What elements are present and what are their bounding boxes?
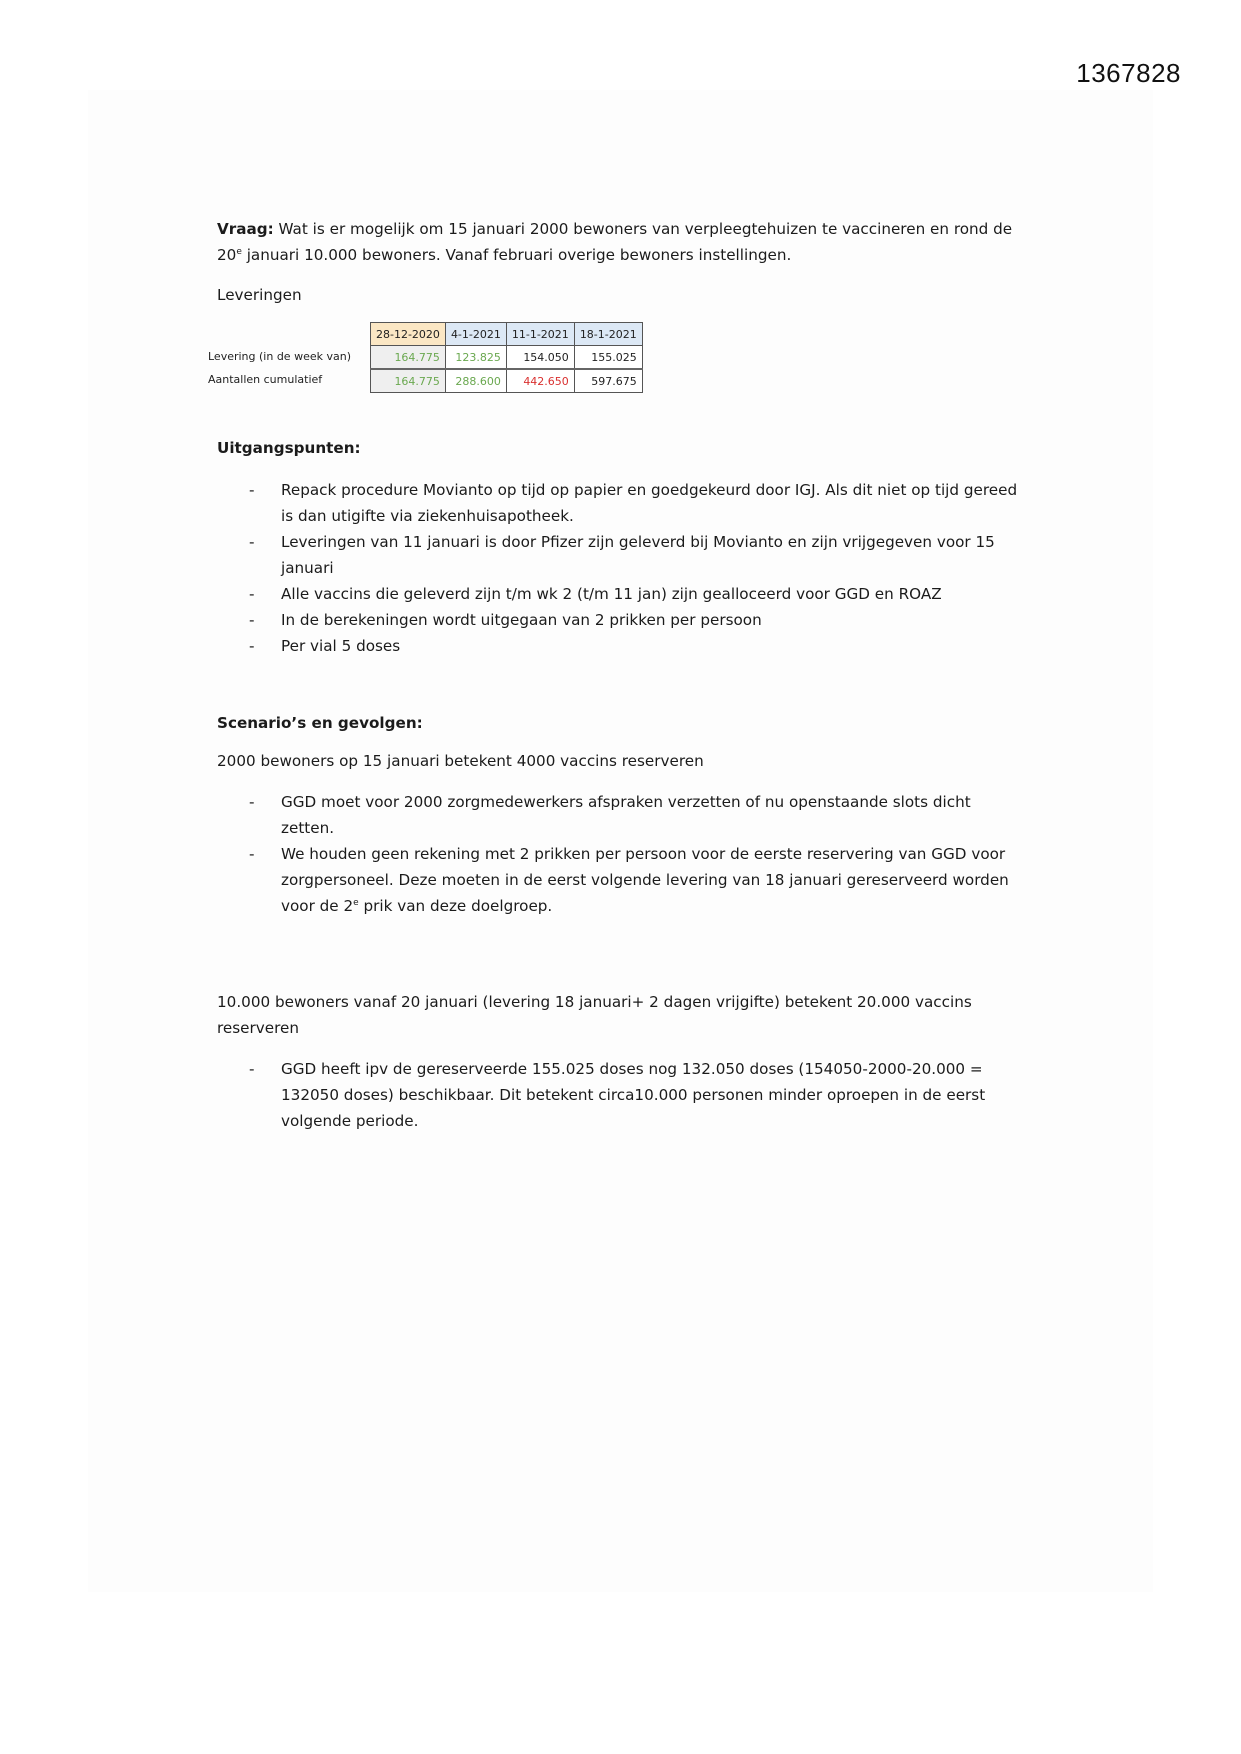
- question-text-1: Wat is er mogelijk om 15 januari 2000 bewoners van verpleegtehuizen te vaccineren en rond de 20: [217, 220, 1013, 264]
- dash-bullet-icon: -: [249, 611, 255, 629]
- deliveries-table: [370, 322, 643, 393]
- table-cell: 442.650: [506, 369, 574, 393]
- list-item-text: Repack procedure Movianto op tijd op papier en goedgekeurd door IGJ. Als dit niet op tijd gereed is dan utigifte via ziekenhuisapotheek.: [281, 481, 1018, 525]
- table-header-row: [371, 323, 643, 346]
- question-label: Vraag:: [217, 220, 274, 238]
- list-item: [217, 477, 1027, 529]
- list-item: [217, 841, 1027, 919]
- list-item: [217, 1056, 1027, 1134]
- scenario-1-list: [217, 789, 1027, 919]
- dash-bullet-icon: -: [249, 481, 255, 499]
- column-header: 11-1-2021: [506, 323, 574, 346]
- row-label-levering: Levering (in de week van): [208, 350, 351, 363]
- table-cell: 288.600: [445, 369, 506, 393]
- table-cell: 164.775: [371, 369, 446, 393]
- table-row: [371, 369, 643, 393]
- list-item: [217, 581, 1027, 607]
- list-item-text: Per vial 5 doses: [281, 637, 401, 655]
- section-title-scenarios: Scenario’s en gevolgen:: [217, 714, 423, 732]
- table-cell: 154.050: [506, 346, 574, 370]
- list-item-text: In de berekeningen wordt uitgegaan van 2 prikken per persoon: [281, 611, 762, 629]
- list-item-text-1: We houden geen rekening met 2 prikken per persoon voor de eerste reservering van GGD voor zorgpersoneel. Deze moeten in de eerst volgende levering van 18 januari gereserveerd worden voor de 2: [281, 845, 1009, 916]
- dash-bullet-icon: -: [249, 637, 255, 655]
- question-block: [217, 216, 1027, 308]
- question-superscript: e: [236, 246, 242, 257]
- document-id-number: 1367828: [1076, 58, 1181, 88]
- list-item-text: Alle vaccins die geleverd zijn t/m wk 2 (t/m 11 jan) zijn gealloceerd voor GGD en ROAZ: [281, 585, 942, 603]
- uitgangspunten-section: [217, 435, 1027, 659]
- list-item-superscript: e: [353, 898, 359, 909]
- table-cell: 597.675: [574, 369, 642, 393]
- table-row: [371, 346, 643, 370]
- section-title-uitgangspunten: Uitgangspunten:: [217, 439, 361, 457]
- column-header: 18-1-2021: [574, 323, 642, 346]
- list-item: [217, 789, 1027, 841]
- scenario-2-list: [217, 1056, 1027, 1134]
- scenarios-section: [217, 710, 1027, 919]
- row-label-cumulatief: Aantallen cumulatief: [208, 373, 323, 386]
- scenario-2-intro: 10.000 bewoners vanaf 20 januari (levering 18 januari+ 2 dagen vrijgifte) betekent 20.000 vaccins reserveren: [217, 993, 972, 1038]
- question-paragraph: [217, 216, 1027, 268]
- table-cell: 164.775: [371, 346, 446, 370]
- table-cell: 123.825: [445, 346, 506, 370]
- list-item-text-2: prik van deze doelgroep.: [358, 897, 553, 916]
- dash-bullet-icon: -: [249, 793, 255, 812]
- list-item-text: GGD moet voor 2000 zorgmedewerkers afspraken verzetten of nu openstaande slots dicht zetten.: [281, 793, 971, 838]
- list-item: [217, 529, 1027, 581]
- table-cell: 155.025: [574, 346, 642, 370]
- list-item-text: GGD heeft ipv de gereserveerde 155.025 doses nog 132.050 doses (154050-2000-20.000 = 132050 doses) beschikbaar. Dit betekent circa10.000 personen minder oproepen in de eerst volgende periode.: [281, 1060, 986, 1131]
- list-item: [217, 607, 1027, 633]
- dash-bullet-icon: -: [249, 845, 255, 864]
- column-header: 28-12-2020: [371, 323, 446, 346]
- dash-bullet-icon: -: [249, 585, 255, 603]
- deliveries-row-labels: [208, 345, 368, 391]
- column-header: 4-1-2021: [445, 323, 506, 346]
- dash-bullet-icon: -: [249, 1060, 255, 1079]
- deliveries-heading: Leveringen: [217, 286, 302, 304]
- uitgangspunten-list: [217, 477, 1027, 659]
- list-item-text: Leveringen van 11 januari is door Pfizer zijn geleverd bij Movianto en zijn vrijgegeven voor 15 januari: [281, 533, 995, 577]
- scenario-1-intro: 2000 bewoners op 15 januari betekent 4000 vaccins reserveren: [217, 752, 704, 770]
- scenario-2-section: [217, 974, 1027, 1134]
- question-text-2: januari 10.000 bewoners. Vanaf februari overige bewoners instellingen.: [241, 246, 792, 264]
- dash-bullet-icon: -: [249, 533, 255, 551]
- list-item: [217, 633, 1027, 659]
